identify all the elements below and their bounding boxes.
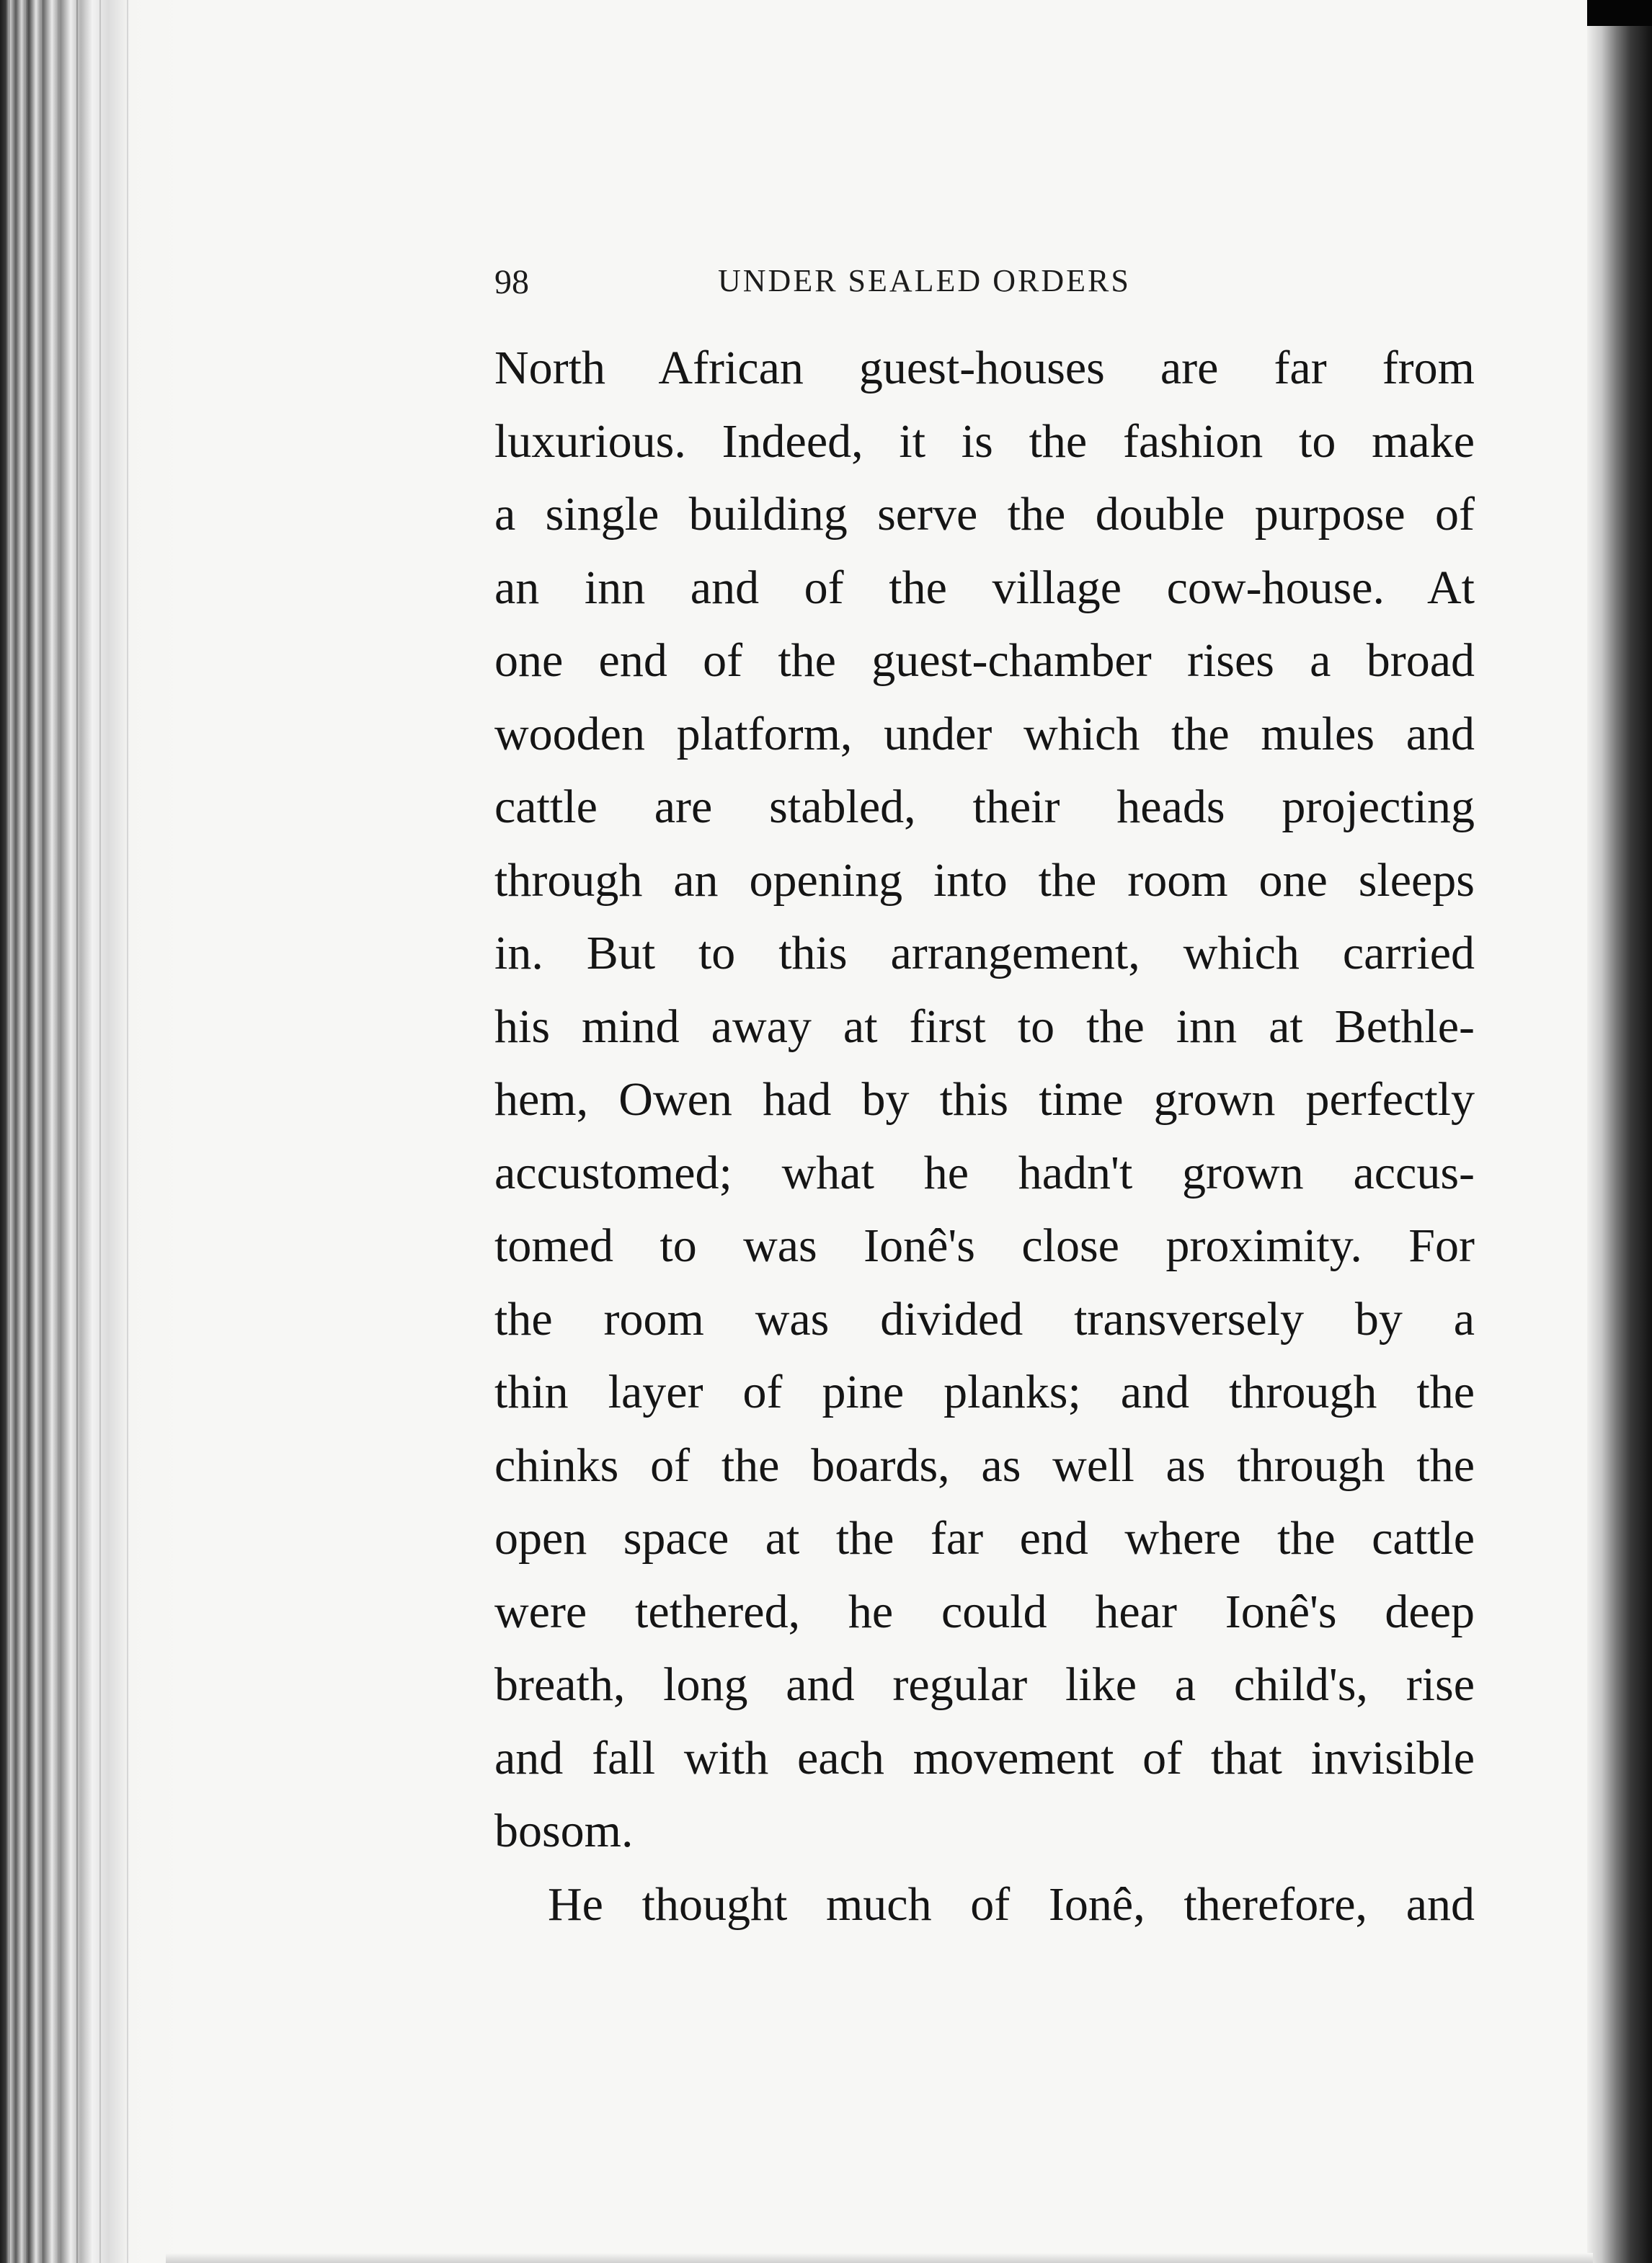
text-line: luxurious. Indeed, it is the fashion to make bbox=[494, 414, 1475, 468]
text-line: chinks of the boards, as well as through the bbox=[494, 1439, 1475, 1492]
text-line: open space at the far end where the cattle bbox=[494, 1512, 1475, 1565]
page-stack-edge bbox=[0, 0, 180, 2263]
page-edge-line bbox=[127, 0, 128, 2263]
paragraph-start-line: He thought much of Ionê, therefore, and bbox=[548, 1877, 1475, 1931]
running-title: UNDER SEALED ORDERS bbox=[718, 263, 1131, 298]
text-line: in. But to this arrangement, which carried bbox=[494, 927, 1475, 979]
page-edge-line bbox=[58, 0, 59, 2263]
right-page-edge bbox=[1587, 0, 1652, 2263]
text-line: a single building serve the double purpose of bbox=[494, 488, 1475, 541]
page-number: 98 bbox=[494, 263, 529, 301]
right-corner-shadow bbox=[1587, 0, 1652, 26]
text-block bbox=[494, 252, 1475, 1941]
text-line: an inn and of the village cow-house. At bbox=[494, 561, 1475, 614]
page-edge-line bbox=[9, 0, 10, 2263]
text-line: one end of the guest-chamber rises a broad bbox=[494, 634, 1475, 687]
text-line: through an opening into the room one sleeps bbox=[494, 853, 1475, 907]
text-line: bosom. bbox=[494, 1805, 634, 1857]
body-text bbox=[494, 332, 1475, 1941]
text-line: thin layer of pine planks; and through the bbox=[494, 1366, 1475, 1418]
page-edge-line bbox=[99, 0, 101, 2263]
text-line: the room was divided transversely by a bbox=[494, 1292, 1475, 1346]
bottom-page-edge bbox=[166, 2253, 1593, 2263]
text-line: wooden platform, under which the mules and bbox=[494, 707, 1475, 760]
text-line: and fall with each movement of that invisible bbox=[494, 1731, 1475, 1784]
text-line: North African guest-houses are far from bbox=[494, 342, 1475, 394]
text-line: hem, Owen had by this time grown perfectly bbox=[494, 1073, 1475, 1126]
page-edge-line bbox=[25, 0, 26, 2263]
text-line: breath, long and regular like a child's, rise bbox=[494, 1658, 1475, 1711]
text-line: were tethered, he could hear Ionê's deep bbox=[494, 1585, 1475, 1638]
text-line: cattle are stabled, their heads projecting bbox=[494, 781, 1475, 833]
running-head bbox=[494, 252, 1475, 303]
page-edge-line bbox=[40, 0, 42, 2263]
page-edge-line bbox=[76, 0, 78, 2263]
text-line: tomed to was Ionê's close proximity. For bbox=[494, 1219, 1475, 1272]
text-line: accustomed; what he hadn't grown accus- bbox=[494, 1146, 1475, 1199]
text-line: his mind away at first to the inn at Bethle- bbox=[494, 1000, 1475, 1053]
